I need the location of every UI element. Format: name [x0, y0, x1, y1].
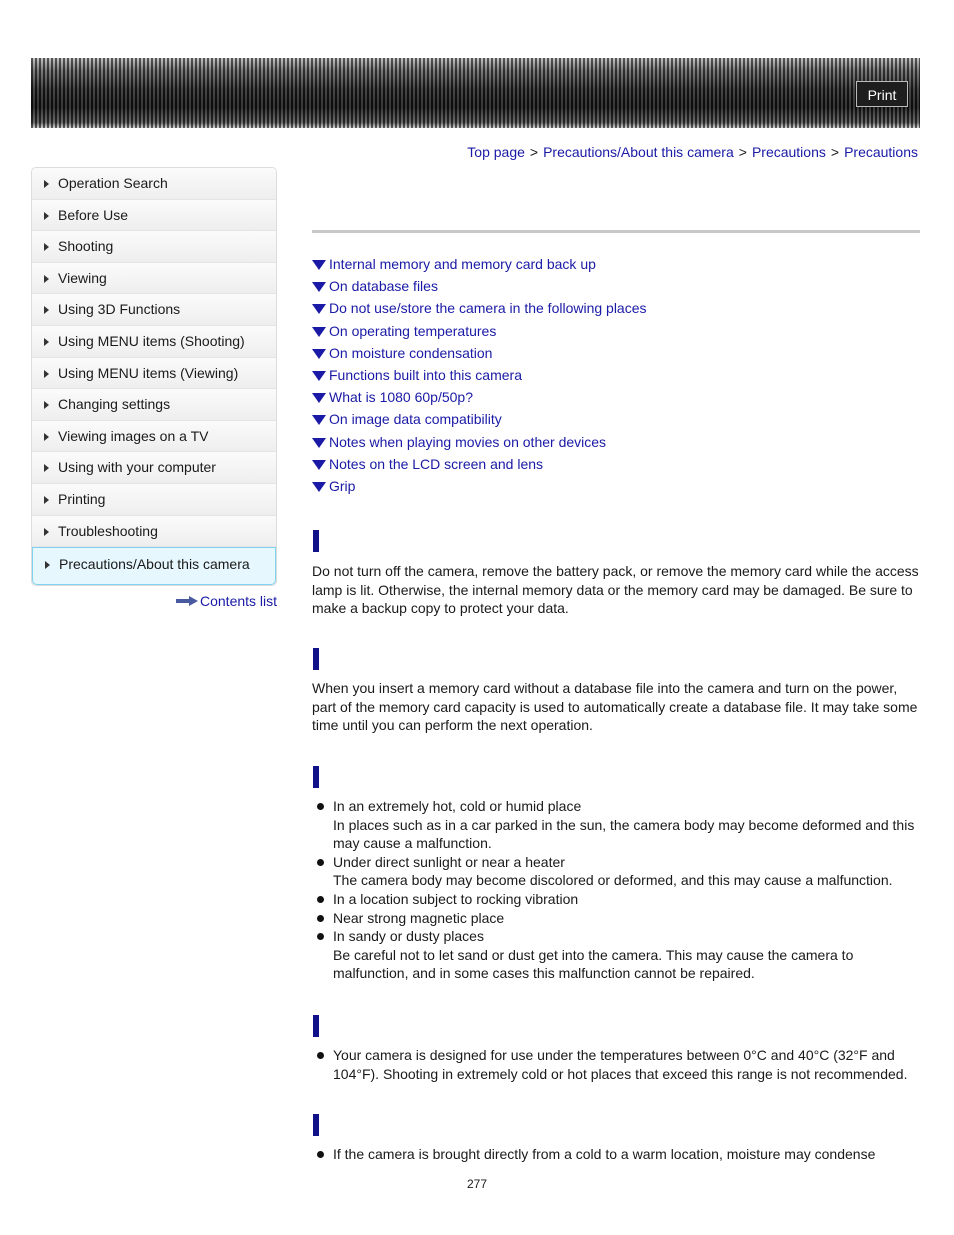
- toc-link[interactable]: Functions built into this camera: [329, 367, 522, 384]
- toc-link[interactable]: Notes when playing movies on other devices: [329, 433, 607, 450]
- arrow-right-icon: [44, 338, 49, 346]
- arrow-right-icon: [44, 212, 49, 220]
- toc-item: [312, 275, 647, 297]
- arrow-right-icon: [44, 528, 49, 536]
- list-item: [312, 1046, 924, 1083]
- toc-item: [312, 431, 647, 453]
- list-item-detail: Be careful not to let sand or dust get into the camera. This may cause the camera to malfunction, and in some cases this malfunction cannot be repaired.: [333, 946, 854, 982]
- breadcrumb-separator: >: [529, 144, 539, 160]
- arrow-right-icon: [44, 433, 49, 441]
- sidebar-item-label: Viewing: [58, 269, 107, 286]
- sidebar-item-label: Changing settings: [58, 396, 171, 413]
- arrow-right-icon: [44, 180, 49, 188]
- list-item-title: Near strong magnetic place: [333, 909, 505, 926]
- toc-link[interactable]: On moisture condensation: [329, 344, 493, 361]
- sidebar-nav: [31, 167, 277, 586]
- list-item-title: If the camera is brought directly from a cold to a warm location, moisture may condense: [333, 1146, 876, 1162]
- arrow-right-icon: [44, 464, 49, 472]
- breadcrumb-separator: >: [738, 144, 747, 160]
- title-divider: [312, 230, 920, 233]
- arrow-right-icon: [44, 401, 49, 409]
- triangle-down-icon: [312, 371, 326, 381]
- section-marker: [313, 648, 319, 670]
- bullet-icon: [317, 1151, 324, 1158]
- places-list: [312, 797, 924, 983]
- sidebar-item-menu-shooting[interactable]: [32, 326, 276, 358]
- bullet-icon: [317, 896, 324, 903]
- list-item: [312, 927, 924, 983]
- triangle-down-icon: [312, 482, 326, 492]
- breadcrumb: [467, 144, 918, 160]
- arrow-right-icon: [44, 370, 49, 378]
- sidebar-item-label: Using MENU items (Viewing): [58, 364, 239, 381]
- bullet-icon: [317, 933, 324, 940]
- list-item-detail: The camera body may become discolored or deformed, and this may cause a malfunction.: [333, 872, 893, 889]
- triangle-down-icon: [312, 260, 326, 270]
- sidebar-item-label: Precautions/About this camera: [59, 556, 250, 573]
- toc-list: [312, 253, 647, 497]
- toc-link[interactable]: Do not use/store the camera in the following places: [329, 300, 647, 317]
- sidebar-item-label: Viewing images on a TV: [58, 427, 209, 444]
- contents-list-link[interactable]: [176, 593, 277, 609]
- sidebar-item-label: Using 3D Functions: [58, 301, 181, 318]
- toc-link[interactable]: On image data compatibility: [329, 411, 502, 428]
- breadcrumb-precautions-about[interactable]: Precautions/About this camera: [543, 144, 734, 160]
- list-item-title: In a location subject to rocking vibration: [333, 890, 579, 907]
- section-marker: [313, 1015, 319, 1037]
- triangle-down-icon: [312, 304, 326, 314]
- sidebar-item-label: Using MENU items (Shooting): [58, 332, 245, 349]
- toc-link[interactable]: On database files: [329, 278, 438, 295]
- arrow-right-icon: [44, 306, 49, 314]
- sidebar-item-viewing-tv[interactable]: [32, 421, 276, 453]
- toc-item: [312, 475, 647, 497]
- triangle-down-icon: [312, 349, 326, 359]
- toc-item: [312, 297, 647, 319]
- list-item: [312, 909, 924, 928]
- sidebar-item-troubleshooting[interactable]: [32, 516, 276, 548]
- arrow-right-icon: [45, 561, 50, 569]
- sidebar-item-label: Operation Search: [58, 175, 168, 191]
- toc-item: [312, 364, 647, 386]
- temperatures-list: [312, 1046, 924, 1083]
- sidebar-item-viewing[interactable]: [32, 263, 276, 295]
- backup-text: Do not turn off the camera, remove the battery pack, or remove the memory card while the access lamp is lit. Otherwise, the internal memory data or the memory card may be damaged. Be sure to make a backup copy to protect your data.: [312, 563, 919, 617]
- breadcrumb-current[interactable]: Precautions: [844, 144, 918, 160]
- triangle-down-icon: [312, 438, 326, 448]
- list-item-title: Your camera is designed for use under the temperatures between 0°C and 40°C (32°F and 104°F). Shooting in extremely cold or hot places that exceed this range is not recommended.: [333, 1047, 908, 1082]
- sidebar-item-label: Using with your computer: [58, 459, 216, 476]
- sidebar-item-before-use[interactable]: [32, 200, 276, 232]
- toc-link[interactable]: Grip: [329, 477, 356, 494]
- sidebar-item-precautions[interactable]: [32, 547, 276, 585]
- breadcrumb-precautions[interactable]: Precautions: [751, 144, 826, 160]
- toc-item: [312, 386, 647, 408]
- toc-link[interactable]: Internal memory and memory card back up: [329, 256, 596, 273]
- print-button[interactable]: Print: [856, 81, 908, 107]
- moisture-list: [312, 1145, 924, 1164]
- header-banner: [31, 58, 920, 128]
- breadcrumb-separator: >: [830, 144, 840, 160]
- list-item-title: Under direct sunlight or near a heater: [333, 853, 565, 870]
- toc-item: [312, 253, 647, 275]
- toc-link[interactable]: Notes on the LCD screen and lens: [329, 455, 544, 472]
- section-marker: [313, 530, 319, 552]
- triangle-down-icon: [312, 282, 326, 292]
- list-item-title: In an extremely hot, cold or humid place: [333, 798, 582, 814]
- arrow-right-icon: [44, 275, 49, 283]
- toc-link[interactable]: On operating temperatures: [329, 322, 497, 339]
- sidebar-item-label: Shooting: [58, 238, 114, 255]
- sidebar-item-label: Troubleshooting: [58, 522, 158, 539]
- sidebar-item-shooting[interactable]: [32, 231, 276, 263]
- triangle-down-icon: [312, 327, 326, 337]
- toc-item: [312, 453, 647, 475]
- sidebar-item-printing[interactable]: [32, 484, 276, 516]
- breadcrumb-top-page[interactable]: Top page: [467, 144, 525, 160]
- section-marker: [313, 766, 319, 788]
- database-text: When you insert a memory card without a database file into the camera and turn on the power, part of the memory card capacity is used to automatically create a database file. It may take some time until you can perform the next operation.: [312, 680, 918, 734]
- list-item: [312, 1145, 924, 1164]
- arrow-right-icon: [44, 243, 49, 251]
- page-number: 277: [466, 1177, 488, 1191]
- arrow-right-icon: [44, 496, 49, 504]
- list-item: [312, 853, 924, 890]
- bullet-icon: [317, 915, 324, 922]
- sidebar-item-label: Before Use: [58, 206, 129, 223]
- bullet-icon: [317, 859, 324, 866]
- sidebar-item-menu-viewing[interactable]: [32, 358, 276, 390]
- section-marker: [313, 1114, 319, 1136]
- sidebar-item-label: Printing: [58, 490, 106, 507]
- list-item-detail: In places such as in a car parked in the sun, the camera body may become deformed and this may cause a malfunction.: [333, 816, 915, 852]
- toc-item: [312, 320, 647, 342]
- toc-item: [312, 342, 647, 364]
- contents-list-label: Contents list: [200, 593, 278, 609]
- bullet-icon: [317, 1052, 324, 1059]
- triangle-down-icon: [312, 393, 326, 403]
- triangle-down-icon: [312, 415, 326, 425]
- sidebar-item-operation-search[interactable]: [32, 168, 276, 200]
- toc-item: [312, 408, 647, 430]
- list-item: [312, 797, 924, 853]
- triangle-down-icon: [312, 460, 326, 470]
- list-item: [312, 890, 924, 909]
- sidebar-item-computer[interactable]: [32, 452, 276, 484]
- bullet-icon: [317, 803, 324, 810]
- sidebar-item-changing-settings[interactable]: [32, 389, 276, 421]
- list-item-title: In sandy or dusty places: [333, 928, 484, 945]
- arrow-right-icon: [176, 596, 198, 606]
- sidebar-item-3d-functions[interactable]: [32, 294, 276, 326]
- toc-link[interactable]: What is 1080 60p/50p?: [329, 389, 473, 406]
